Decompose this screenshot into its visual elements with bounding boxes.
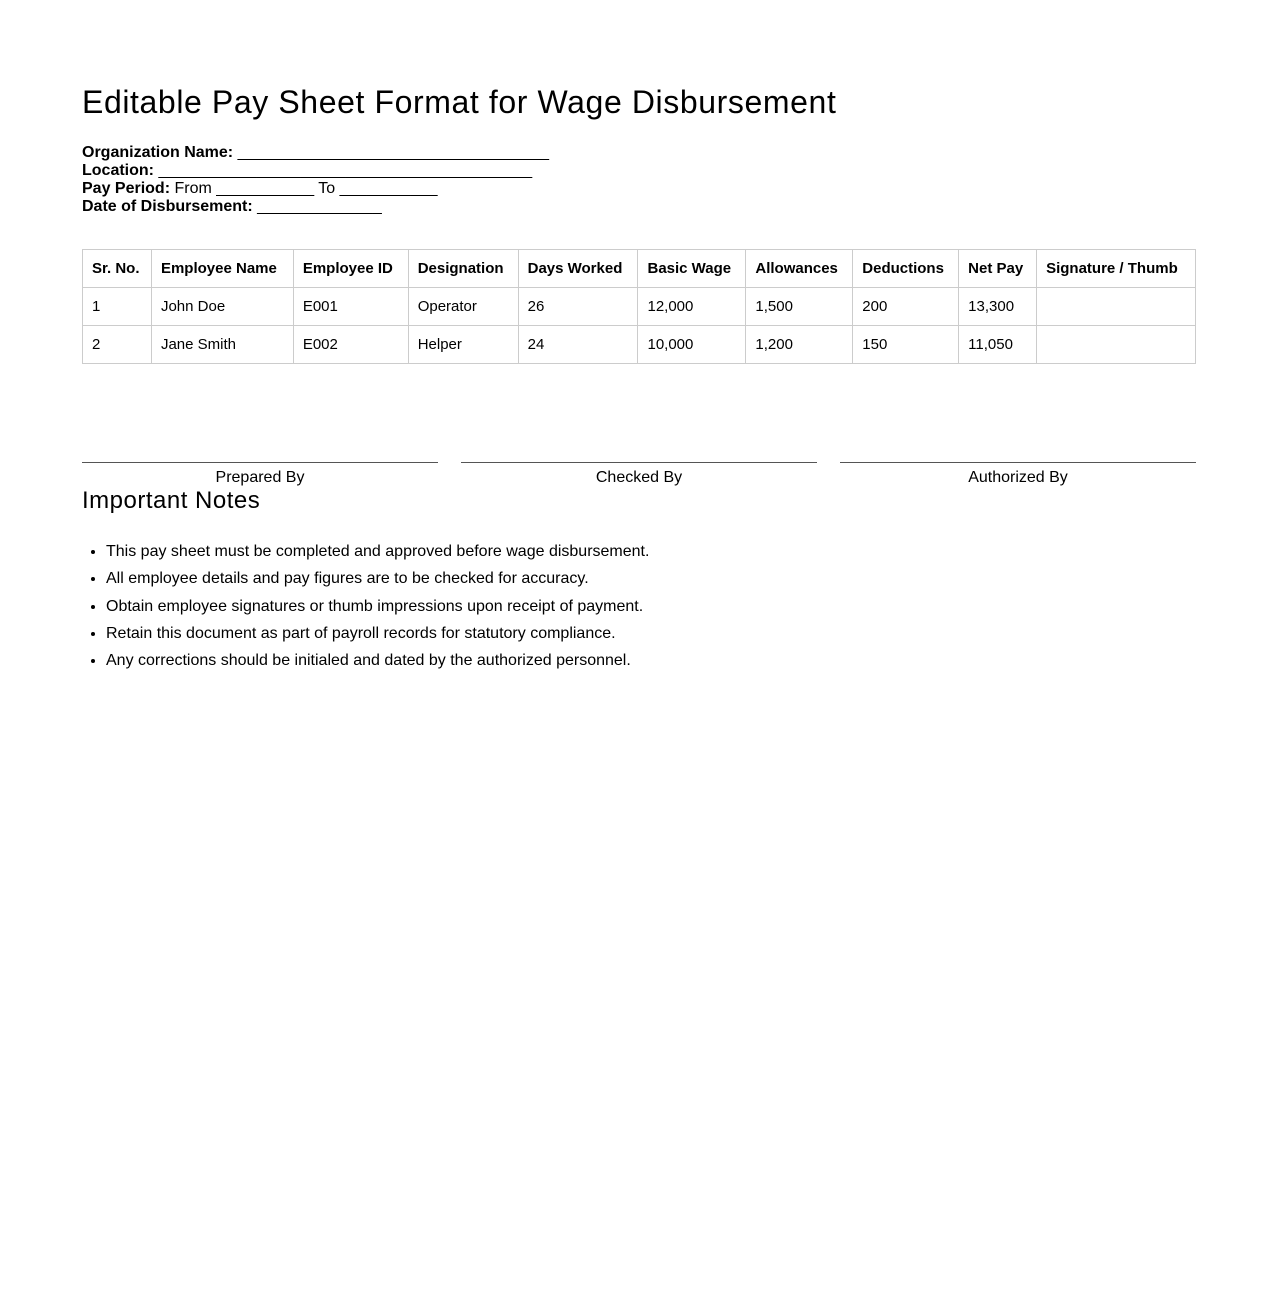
location-label: Location: — [82, 162, 154, 179]
table-row — [83, 326, 1196, 364]
table-header-row — [83, 250, 1196, 288]
table-cell[interactable]: 1 — [83, 288, 152, 326]
column-header: Employee ID — [293, 250, 408, 288]
table-cell[interactable]: Helper — [408, 326, 518, 364]
authorized-by-line[interactable]: Authorized By — [840, 462, 1196, 487]
table-cell[interactable]: 150 — [853, 326, 959, 364]
table-cell[interactable]: E002 — [293, 326, 408, 364]
disbursement-date-line — [82, 198, 549, 216]
list-item: • Obtain employee signatures or thumb impressions upon receipt of payment. — [106, 595, 649, 622]
notes-heading: Important Notes — [82, 487, 261, 514]
disbursement-date-field[interactable]: ______________ — [252, 198, 382, 215]
table-cell[interactable]: 10,000 — [638, 326, 746, 364]
table-cell[interactable]: 11,050 — [959, 326, 1037, 364]
pay-period-line — [82, 180, 549, 198]
pay-period-field[interactable]: From ___________ To ___________ — [170, 180, 438, 197]
table-cell[interactable]: 12,000 — [638, 288, 746, 326]
organization-line — [82, 144, 549, 162]
pay-table — [82, 249, 1196, 364]
column-header: Deductions — [853, 250, 959, 288]
organization-field[interactable]: ___________________________________ — [233, 144, 550, 161]
table-cell[interactable]: Operator — [408, 288, 518, 326]
document-title: Editable Pay Sheet Format for Wage Disbursement — [82, 84, 837, 120]
table-cell[interactable]: E001 — [293, 288, 408, 326]
pay-period-label: Pay Period: — [82, 180, 171, 197]
table-cell[interactable]: Jane Smith — [151, 326, 293, 364]
column-header: Days Worked — [518, 250, 638, 288]
column-header: Sr. No. — [83, 250, 152, 288]
column-header: Net Pay — [959, 250, 1037, 288]
signature-cell[interactable] — [1037, 326, 1196, 364]
column-header: Basic Wage — [638, 250, 746, 288]
table-cell[interactable]: 200 — [853, 288, 959, 326]
table-cell[interactable]: 26 — [518, 288, 638, 326]
column-header: Allowances — [746, 250, 853, 288]
list-item: • Retain this document as part of payroll records for statutory compliance. — [106, 622, 649, 649]
table-cell[interactable]: 2 — [83, 326, 152, 364]
table-cell[interactable]: 24 — [518, 326, 638, 364]
table-cell[interactable]: 1,200 — [746, 326, 853, 364]
organization-label: Organization Name: — [82, 144, 234, 161]
table-cell[interactable]: 1,500 — [746, 288, 853, 326]
signature-cell[interactable] — [1037, 288, 1196, 326]
notes-list — [82, 540, 649, 676]
location-line — [82, 162, 549, 180]
table-row — [83, 288, 1196, 326]
list-item: • This pay sheet must be completed and approved before wage disbursement. — [106, 540, 649, 567]
table-cell[interactable]: John Doe — [151, 288, 293, 326]
list-item: • Any corrections should be initialed and dated by the authorized personnel. — [106, 649, 649, 676]
column-header: Designation — [408, 250, 518, 288]
prepared-by-line[interactable]: Prepared By — [82, 462, 438, 487]
table-cell[interactable]: 13,300 — [959, 288, 1037, 326]
checked-by-line[interactable]: Checked By — [461, 462, 817, 487]
document-meta — [82, 144, 549, 216]
disbursement-date-label: Date of Disbursement: — [82, 198, 253, 215]
column-header: Signature / Thumb — [1037, 250, 1196, 288]
list-item: • All employee details and pay figures are to be checked for accuracy. — [106, 567, 649, 594]
column-header: Employee Name — [151, 250, 293, 288]
location-field[interactable]: __________________________________________ — [154, 162, 533, 179]
